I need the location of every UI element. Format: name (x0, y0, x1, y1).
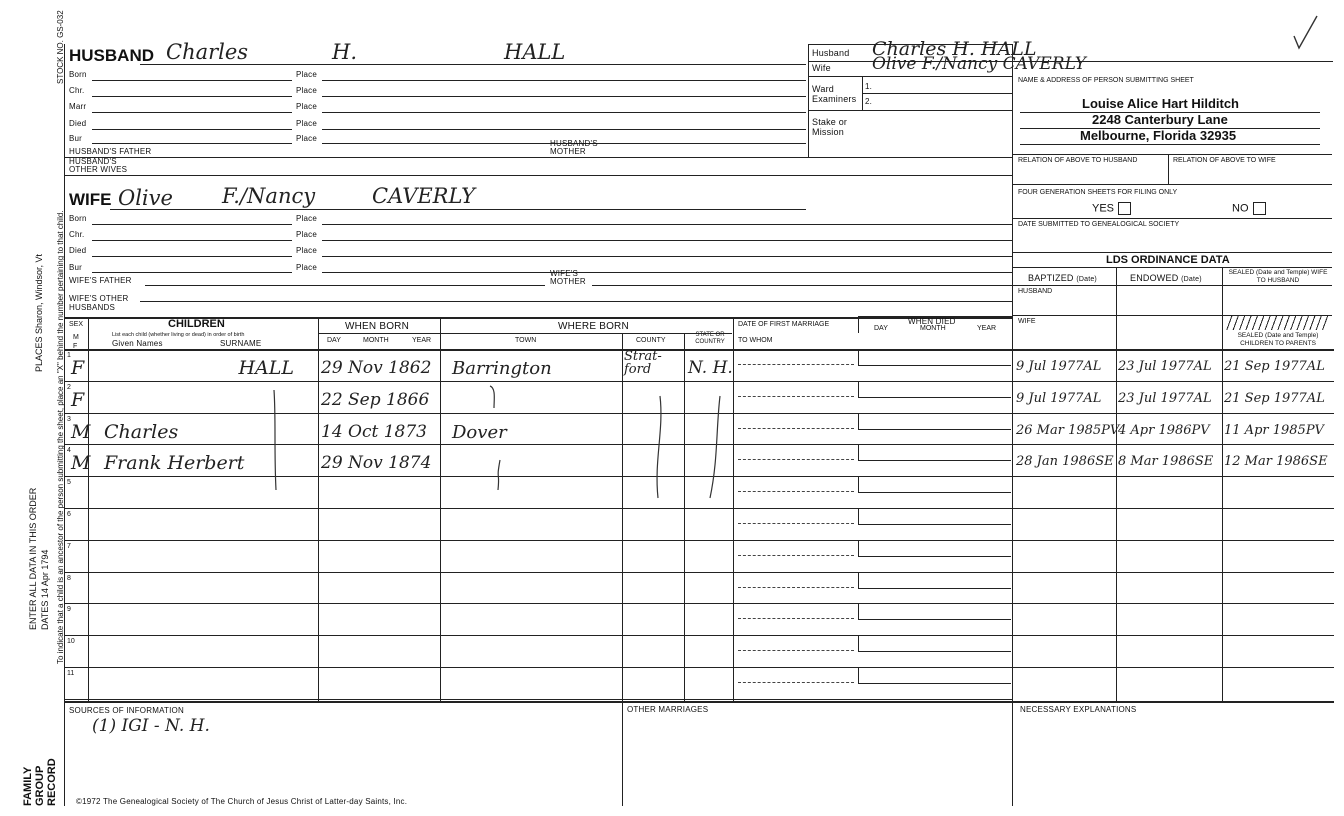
marriage-date-line (738, 682, 854, 683)
wifes-other-husbands-label: WIFE'S OTHER HUSBANDS (69, 294, 129, 312)
died-month-header: MONTH (920, 325, 946, 332)
born-month-header: MONTH (363, 337, 389, 344)
born-year-header: YEAR (412, 337, 432, 344)
child-sealed-date: 21 Sep 1977AL (1224, 390, 1325, 406)
places-note: PLACES Sharon, Windsor, Vt (34, 253, 44, 372)
died-date-box (858, 572, 1011, 589)
marriage-date-line (738, 650, 854, 651)
child-birth-date: 29 Nov 1862 (321, 358, 432, 378)
relation-to-husband-label: RELATION OF ABOVE TO HUSBAND (1018, 157, 1138, 164)
husband-chr-place-label: Place (296, 86, 318, 95)
born-day-header: DAY (327, 337, 341, 344)
child-sex: M (71, 420, 91, 443)
child-number: 8 (67, 574, 71, 582)
relation-to-wife-label: RELATION OF ABOVE TO WIFE (1173, 157, 1276, 164)
wife-died-label: Died (69, 246, 87, 255)
child-sealed-date: 21 Sep 1977AL (1224, 359, 1325, 374)
child-sex: F (71, 388, 85, 411)
marriage-date-line (738, 491, 854, 492)
child-birth-date: 29 Nov 1874 (321, 453, 432, 474)
when-died-header: WHEN DIED (908, 317, 956, 326)
marriage-date-line (738, 396, 854, 397)
four-gen-no[interactable] (1232, 202, 1266, 215)
husband-given-name: Charles (166, 40, 249, 64)
husband-label: HUSBAND (69, 46, 154, 65)
wife-bur-label: Bur (69, 263, 83, 272)
sources-label: SOURCES OF INFORMATION (69, 706, 184, 715)
county-header: COUNTY (636, 337, 666, 344)
child-sealed-date: 11 Apr 1985PV (1224, 422, 1324, 438)
died-day-header: DAY (874, 325, 888, 332)
submitter-city: Melbourne, Florida 32935 (1080, 128, 1237, 143)
wife-middle-name: F./Nancy (222, 184, 316, 208)
four-generation-label: FOUR GENERATION SHEETS FOR FILING ONLY (1018, 189, 1178, 196)
child-sex: F (71, 357, 85, 379)
died-date-box (858, 508, 1011, 525)
husband-bur-label: Bur (69, 134, 83, 143)
row-separator (64, 635, 1334, 636)
died-date-box (858, 603, 1011, 620)
wife-died-place-label: Place (296, 246, 318, 255)
lds-wife-label: WIFE (1018, 318, 1036, 325)
child-number: 3 (67, 415, 71, 423)
four-gen-yes[interactable] (1092, 202, 1131, 215)
husband-born-label: Born (69, 70, 87, 79)
endowed-label: ENDOWED (Date) (1130, 273, 1202, 283)
marriage-date-line (738, 523, 854, 524)
submitter-name: Louise Alice Hart Hilditch (1082, 96, 1239, 111)
child-number: 9 (67, 606, 71, 614)
to-whom-header: TO WHOM (738, 337, 773, 344)
right-panel-divider (1012, 44, 1013, 806)
died-date-box (858, 667, 1011, 684)
died-date-box (858, 476, 1011, 493)
husband-marr-place-label: Place (296, 102, 318, 111)
marriage-date-line (738, 459, 854, 460)
died-date-box (858, 413, 1011, 430)
row-separator (64, 699, 1012, 700)
died-date-box (858, 635, 1011, 652)
child-sealed-date: 12 Mar 1986SE (1224, 454, 1328, 470)
no-checkbox[interactable] (1253, 202, 1266, 215)
wife-chr-label: Chr. (69, 230, 85, 239)
baptized-label: BAPTIZED (Date) (1028, 273, 1097, 283)
record-title-group: GROUP (34, 765, 46, 806)
child-birth-town: Barrington (452, 358, 552, 379)
husband-chr-label: Chr. (69, 86, 85, 95)
when-born-header: WHEN BORN (345, 321, 410, 332)
child-baptized-date: 9 Jul 1977AL (1016, 359, 1102, 374)
husband-middle-initial: H. (332, 40, 357, 64)
stock-number: STOCK NO. GS-032 (56, 10, 65, 84)
stake-mission-label: Stake or Mission (812, 117, 848, 137)
child-number: 6 (67, 511, 71, 518)
child-birth-date: 22 Sep 1866 (321, 389, 430, 410)
died-date-box (858, 540, 1011, 557)
ward-wife-label: Wife (812, 63, 831, 73)
child-birth-town: Dover (452, 421, 507, 443)
wife-born-label: Born (69, 214, 87, 223)
check-mark-icon (1290, 14, 1320, 50)
date-submitted-label: DATE SUBMITTED TO GENEALOGICAL SOCIETY (1018, 221, 1180, 228)
row-separator (64, 603, 1334, 604)
children-list-note: List each child (whether living or dead) in order of birth (112, 332, 245, 338)
husband-died-label: Died (69, 119, 87, 128)
state-header: STATE OR COUNTRY (695, 332, 725, 345)
wifes-father-label: WIFE'S FATHER (69, 276, 132, 285)
row-separator (64, 667, 1334, 668)
husband-born-place-label: Place (296, 70, 318, 79)
record-title-record: RECORD (46, 758, 58, 806)
given-names-header: Given Names (112, 339, 163, 348)
child-baptized-date: 9 Jul 1977AL (1016, 390, 1102, 406)
record-title-family: FAMILY (22, 766, 34, 806)
child-baptized-date: 28 Jan 1986SE (1016, 454, 1114, 470)
sealed-hatch (1226, 316, 1328, 330)
husband-surname: HALL (504, 40, 566, 64)
town-header: TOWN (515, 337, 537, 344)
child-baptized-date: 26 Mar 1985PV (1016, 422, 1120, 438)
row-separator (64, 572, 1334, 573)
died-date-box (858, 381, 1011, 398)
lds-husband-label: HUSBAND (1018, 288, 1053, 295)
husband-died-place-label: Place (296, 119, 318, 128)
copyright: ©1972 The Genealogical Society of The Church of Jesus Christ of Latter-day Saints, Inc. (76, 797, 408, 806)
died-date-box (858, 444, 1011, 461)
examiners-label: Examiners (812, 94, 857, 104)
examiner-2-label: 2. (865, 97, 873, 106)
husbands-mother-label: HUSBAND'S MOTHER (550, 139, 598, 156)
marriage-date-line (738, 587, 854, 588)
marriage-date-line (738, 555, 854, 556)
died-date-box (858, 349, 1011, 366)
examiner-1-label: 1. (865, 82, 873, 91)
ward-husband-label: Husband (812, 48, 850, 58)
wife-bur-place-label: Place (296, 263, 318, 272)
yes-label: YES (1092, 202, 1115, 215)
child-name: Charles (104, 420, 179, 443)
child-name: HALL (238, 357, 294, 379)
mf-header: M F (73, 334, 79, 350)
child-number: 1 (67, 352, 71, 359)
husband-marr-label: Marr (69, 102, 87, 111)
husbands-other-wives-label: HUSBAND'S OTHER WIVES (69, 157, 128, 174)
husband-bur-place-label: Place (296, 134, 318, 143)
no-label: NO (1232, 202, 1249, 215)
wife-chr-place-label: Place (296, 230, 318, 239)
child-number: 5 (67, 479, 71, 487)
child-birth-state: N. H. (688, 358, 733, 378)
wife-label: WIFE (69, 190, 112, 209)
child-number: 10 (67, 638, 75, 646)
wife-given-name: Olive (118, 186, 173, 210)
child-number: 7 (67, 542, 71, 550)
husbands-father-label: HUSBAND'S FATHER (69, 147, 152, 156)
dates-note: DATES 14 Apr 1794 (40, 549, 50, 630)
ward-wife-value: Olive F./Nancy CAVERLY (872, 54, 1086, 74)
marriage-date-line (738, 428, 854, 429)
wife-surname: CAVERLY (372, 184, 475, 208)
child-endowed-date: 4 Apr 1986PV (1118, 422, 1210, 438)
sealed-wife-label: SEALED (Date and Temple) WIFE TO HUSBAND (1228, 269, 1328, 284)
wifes-mother-label: WIFE'S MOTHER (550, 269, 586, 286)
wife-born-place-label: Place (296, 214, 318, 223)
surname-header: SURNAME (220, 339, 262, 348)
ward-label: Ward (812, 84, 834, 94)
submitter-label: NAME & ADDRESS OF PERSON SUBMITTING SHEET (1018, 77, 1194, 84)
first-marriage-header: DATE OF FIRST MARRIAGE (738, 321, 830, 328)
child-number: 2 (67, 383, 71, 391)
child-sex: M (71, 452, 91, 475)
ward-husband-value: Charles H. HALL (872, 38, 1037, 60)
row-separator (64, 540, 1334, 541)
child-name: Frank Herbert (104, 452, 245, 475)
sealed-children-label: SEALED (Date and Temple) CHILDREN TO PARENTS (1237, 332, 1319, 347)
marriage-date-line (738, 364, 854, 365)
enter-all-data-note: ENTER ALL DATA IN THIS ORDER (28, 487, 38, 630)
child-birth-date: 14 Oct 1873 (321, 421, 427, 442)
where-born-header: WHERE BORN (558, 321, 629, 332)
submitter-street: 2248 Canterbury Lane (1092, 112, 1228, 127)
child-number: 4 (67, 447, 71, 455)
child-endowed-date: 23 Jul 1977AL (1118, 359, 1212, 374)
ancestor-indicator-note: To indicate that a child is an ancestor of the person submitting the sheet, place an "X" behind the number pertaining to that child. (56, 210, 65, 664)
ditto-marks (250, 380, 730, 510)
marriage-date-line (738, 618, 854, 619)
other-marriages-label: OTHER MARRIAGES (627, 705, 709, 714)
children-header: CHILDREN (168, 318, 225, 330)
child-number: 11 (67, 670, 75, 677)
child-birth-county: Strat-ford (624, 349, 662, 377)
child-endowed-date: 23 Jul 1977AL (1118, 390, 1212, 406)
child-endowed-date: 8 Mar 1986SE (1118, 454, 1214, 470)
necessary-explanations-label: NECESSARY EXPLANATIONS (1020, 705, 1137, 714)
sex-header: SEX (69, 321, 84, 328)
left-border (64, 44, 65, 806)
yes-checkbox[interactable] (1118, 202, 1131, 215)
sources-value: (1) IGI - N. H. (92, 716, 210, 736)
lds-title: LDS ORDINANCE DATA (1106, 254, 1230, 266)
died-year-header: YEAR (977, 325, 997, 332)
